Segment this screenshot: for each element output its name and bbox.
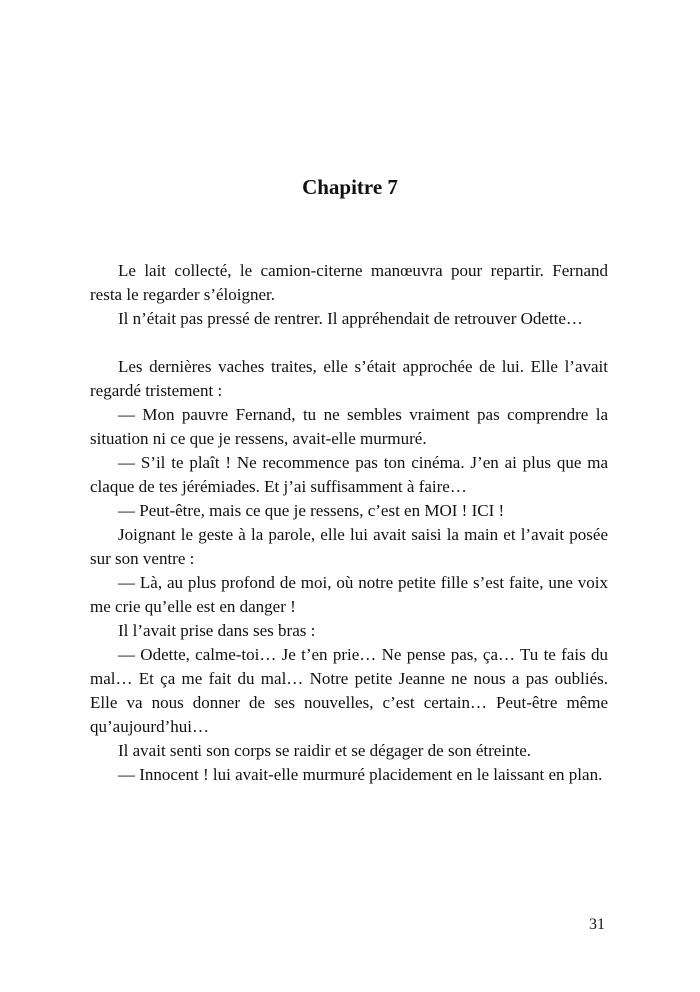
chapter-title: Chapitre 7 — [302, 175, 398, 199]
paragraph: Il n’était pas pressé de rentrer. Il appréhendait de retrouver Odette… — [118, 309, 583, 328]
paragraph: — Peut-être, mais ce que je ressens, c’est en MOI ! ICI ! — [118, 501, 505, 520]
paragraph: Les dernières vaches traites, elle s’était approchée de lui. Elle l’avait regardé tristement : — [90, 357, 608, 400]
paragraph: Il l’avait prise dans ses bras : — [118, 621, 316, 640]
section-break — [90, 331, 608, 355]
page-number: 31 — [589, 916, 605, 933]
paragraph: — Là, au plus profond de moi, où notre petite fille s’est faite, une voix me crie qu’elle est en danger ! — [90, 573, 608, 616]
paragraph: Joignant le geste à la parole, elle lui avait saisi la main et l’avait posée sur son ventre : — [90, 525, 608, 568]
paragraph: Il avait senti son corps se raidir et se dégager de son étreinte. — [118, 741, 532, 760]
paragraph: — Mon pauvre Fernand, tu ne sembles vraiment pas comprendre la situation ni ce que je ressens, avait-elle murmuré. — [90, 405, 608, 448]
paragraph: — S’il te plaît ! Ne recommence pas ton cinéma. J’en ai plus que ma claque de tes jérémiades. Et j’ai suffisamment à faire… — [90, 453, 608, 496]
paragraph: — Odette, calme-toi… Je t’en prie… Ne pense pas, ça… Tu te fais du mal… Et ça me fait du mal… Notre petite Jeanne ne nous a pas oubliés. Elle va nous donner de ses nouvelles, c’est certain… Peut-être même qu’aujourd’hui… — [90, 645, 608, 736]
chapter-text — [90, 259, 608, 787]
paragraph: Le lait collecté, le camion-citerne manœuvra pour repartir. Fernand resta le regarder s’éloigner. — [90, 261, 608, 304]
paragraph: — Innocent ! lui avait-elle murmuré placidement en le laissant en plan. — [118, 765, 603, 784]
